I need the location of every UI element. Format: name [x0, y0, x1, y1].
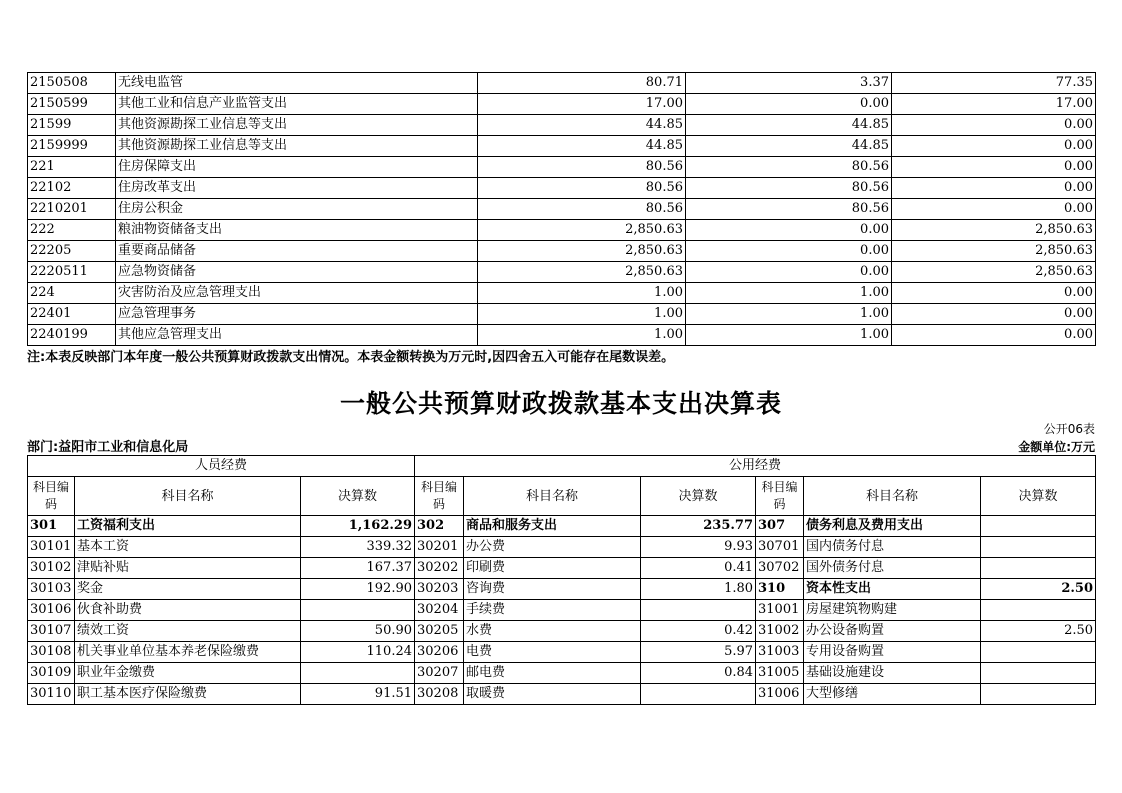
row-code: 221	[28, 157, 116, 178]
row-total: 44.85	[478, 115, 686, 136]
table-row	[28, 621, 1096, 642]
item-name: 资本性支出	[804, 579, 981, 600]
row-basic: 44.85	[686, 136, 892, 157]
row-total: 80.56	[478, 199, 686, 220]
item-code: 301	[28, 516, 75, 537]
row-name: 其他资源勘探工业信息等支出	[116, 115, 478, 136]
row-total: 1.00	[478, 325, 686, 346]
page-title: 一般公共预算财政拨款基本支出决算表	[339, 389, 782, 418]
row-basic: 3.37	[686, 73, 892, 94]
row-total: 80.56	[478, 178, 686, 199]
item-name: 机关事业单位基本养老保险缴费	[75, 642, 301, 663]
row-name: 灾害防治及应急管理支出	[116, 283, 478, 304]
item-amount: 1.80	[641, 579, 756, 600]
item-code: 302	[415, 516, 464, 537]
item-code: 31001	[756, 600, 804, 621]
group-header-row	[28, 456, 1096, 477]
table-row	[28, 642, 1096, 663]
item-code: 30205	[415, 621, 464, 642]
item-code: 30108	[28, 642, 75, 663]
department-label: 部门:益阳市工业和信息化局	[27, 440, 189, 455]
item-amount	[301, 600, 415, 621]
table-row	[28, 220, 1096, 241]
item-code: 30107	[28, 621, 75, 642]
row-project: 0.00	[892, 157, 1096, 178]
row-code: 21599	[28, 115, 116, 136]
row-basic: 80.56	[686, 157, 892, 178]
row-name: 其他资源勘探工业信息等支出	[116, 136, 478, 157]
header-code: 科目编码	[415, 477, 464, 516]
item-amount	[981, 684, 1096, 705]
row-basic: 0.00	[686, 94, 892, 115]
item-name: 办公费	[464, 537, 641, 558]
item-code: 31006	[756, 684, 804, 705]
item-amount	[981, 642, 1096, 663]
row-name: 其他工业和信息产业监管支出	[116, 94, 478, 115]
item-code: 31005	[756, 663, 804, 684]
header-name: 科目名称	[464, 477, 641, 516]
item-name: 职业年金缴费	[75, 663, 301, 684]
table-row	[28, 579, 1096, 600]
header-code: 科目编码	[756, 477, 804, 516]
column-header-row	[28, 477, 1096, 516]
header-name: 科目名称	[804, 477, 981, 516]
row-code: 2220511	[28, 262, 116, 283]
header-amount: 决算数	[641, 477, 756, 516]
item-name: 房屋建筑物购建	[804, 600, 981, 621]
item-amount: 235.77	[641, 516, 756, 537]
row-project: 77.35	[892, 73, 1096, 94]
row-project: 0.00	[892, 283, 1096, 304]
row-code: 2210201	[28, 199, 116, 220]
item-amount	[981, 600, 1096, 621]
table-row	[28, 136, 1096, 157]
header-code: 科目编码	[28, 477, 75, 516]
item-code: 310	[756, 579, 804, 600]
row-basic: 44.85	[686, 115, 892, 136]
row-project: 2,850.63	[892, 220, 1096, 241]
row-code: 2150599	[28, 94, 116, 115]
item-amount: 50.90	[301, 621, 415, 642]
item-code: 30201	[415, 537, 464, 558]
table-row	[28, 115, 1096, 136]
table-row	[28, 537, 1096, 558]
item-code: 30701	[756, 537, 804, 558]
row-code: 22102	[28, 178, 116, 199]
item-code: 30110	[28, 684, 75, 705]
group-public-header: 公用经费	[415, 456, 1096, 477]
item-code: 30106	[28, 600, 75, 621]
table-row	[28, 684, 1096, 705]
item-code: 30207	[415, 663, 464, 684]
row-project: 0.00	[892, 304, 1096, 325]
row-project: 0.00	[892, 325, 1096, 346]
row-name: 住房保障支出	[116, 157, 478, 178]
item-name: 基本工资	[75, 537, 301, 558]
item-name: 奖金	[75, 579, 301, 600]
item-name: 职工基本医疗保险缴费	[75, 684, 301, 705]
row-total: 2,850.63	[478, 220, 686, 241]
item-code: 30103	[28, 579, 75, 600]
basic-expenditure-table-body	[28, 456, 1096, 705]
item-amount	[981, 558, 1096, 579]
row-total: 2,850.63	[478, 241, 686, 262]
item-name: 取暖费	[464, 684, 641, 705]
row-total: 44.85	[478, 136, 686, 157]
item-name: 绩效工资	[75, 621, 301, 642]
item-name: 咨询费	[464, 579, 641, 600]
table-row	[28, 325, 1096, 346]
row-basic: 0.00	[686, 262, 892, 283]
item-name: 工资福利支出	[75, 516, 301, 537]
item-code: 30101	[28, 537, 75, 558]
item-amount: 2.50	[981, 579, 1096, 600]
item-name: 印刷费	[464, 558, 641, 579]
item-code: 30208	[415, 684, 464, 705]
row-project: 2,850.63	[892, 241, 1096, 262]
row-project: 0.00	[892, 115, 1096, 136]
row-basic: 1.00	[686, 304, 892, 325]
item-amount: 0.41	[641, 558, 756, 579]
item-name: 水费	[464, 621, 641, 642]
expenditure-table-body	[28, 73, 1096, 346]
item-amount	[641, 600, 756, 621]
row-project: 2,850.63	[892, 262, 1096, 283]
basic-expenditure-table	[27, 455, 1096, 705]
header-amount: 决算数	[301, 477, 415, 516]
item-name: 电费	[464, 642, 641, 663]
item-name: 大型修缮	[804, 684, 981, 705]
item-amount	[981, 516, 1096, 537]
row-total: 80.71	[478, 73, 686, 94]
item-code: 31003	[756, 642, 804, 663]
row-name: 应急管理事务	[116, 304, 478, 325]
row-name: 粮油物资储备支出	[116, 220, 478, 241]
group-personnel-header: 人员经费	[28, 456, 415, 477]
table-row	[28, 516, 1096, 537]
item-name: 国外债务付息	[804, 558, 981, 579]
item-name: 津贴补贴	[75, 558, 301, 579]
item-amount: 9.93	[641, 537, 756, 558]
table-row	[28, 157, 1096, 178]
table-row	[28, 73, 1096, 94]
table-row	[28, 283, 1096, 304]
item-amount: 91.51	[301, 684, 415, 705]
row-name: 住房公积金	[116, 199, 478, 220]
table-row	[28, 558, 1096, 579]
row-total: 1.00	[478, 283, 686, 304]
row-name: 其他应急管理支出	[116, 325, 478, 346]
item-name: 伙食补助费	[75, 600, 301, 621]
row-name: 应急物资储备	[116, 262, 478, 283]
item-name: 基础设施建设	[804, 663, 981, 684]
item-amount: 339.32	[301, 537, 415, 558]
item-code: 307	[756, 516, 804, 537]
table-row	[28, 178, 1096, 199]
row-basic: 0.00	[686, 241, 892, 262]
item-amount	[981, 537, 1096, 558]
item-code: 30109	[28, 663, 75, 684]
row-code: 22205	[28, 241, 116, 262]
item-name: 债务利息及费用支出	[804, 516, 981, 537]
item-code: 30202	[415, 558, 464, 579]
item-code: 31002	[756, 621, 804, 642]
expenditure-table-continued	[27, 72, 1096, 346]
row-code: 22401	[28, 304, 116, 325]
item-amount: 1,162.29	[301, 516, 415, 537]
row-code: 2159999	[28, 136, 116, 157]
table-note: 注:本表反映部门本年度一般公共预算财政拨款支出情况。本表金额转换为万元时,因四舍五入可能存在尾数误差。	[27, 350, 675, 365]
row-code: 2240199	[28, 325, 116, 346]
table-row	[28, 241, 1096, 262]
item-name: 办公设备购置	[804, 621, 981, 642]
item-name: 手续费	[464, 600, 641, 621]
row-basic: 80.56	[686, 178, 892, 199]
row-code: 222	[28, 220, 116, 241]
row-basic: 1.00	[686, 283, 892, 304]
item-name: 国内债务付息	[804, 537, 981, 558]
row-name: 住房改革支出	[116, 178, 478, 199]
table-row	[28, 94, 1096, 115]
row-total: 80.56	[478, 157, 686, 178]
header-name: 科目名称	[75, 477, 301, 516]
item-amount: 5.97	[641, 642, 756, 663]
row-name: 重要商品储备	[116, 241, 478, 262]
item-amount: 167.37	[301, 558, 415, 579]
form-number: 公开06表	[1043, 422, 1095, 436]
table-row	[28, 199, 1096, 220]
item-amount: 110.24	[301, 642, 415, 663]
item-amount	[981, 663, 1096, 684]
row-project: 17.00	[892, 94, 1096, 115]
row-project: 0.00	[892, 199, 1096, 220]
row-code: 2150508	[28, 73, 116, 94]
row-total: 2,850.63	[478, 262, 686, 283]
table-row	[28, 262, 1096, 283]
table-row	[28, 600, 1096, 621]
item-name: 邮电费	[464, 663, 641, 684]
item-amount	[301, 663, 415, 684]
table-row	[28, 304, 1096, 325]
item-amount	[641, 684, 756, 705]
item-code: 30203	[415, 579, 464, 600]
row-project: 0.00	[892, 136, 1096, 157]
row-basic: 0.00	[686, 220, 892, 241]
row-total: 17.00	[478, 94, 686, 115]
row-total: 1.00	[478, 304, 686, 325]
item-amount: 192.90	[301, 579, 415, 600]
table-row	[28, 663, 1096, 684]
row-basic: 80.56	[686, 199, 892, 220]
row-name: 无线电监管	[116, 73, 478, 94]
item-amount: 0.42	[641, 621, 756, 642]
item-code: 30206	[415, 642, 464, 663]
amount-unit-label: 金额单位:万元	[1018, 440, 1095, 454]
item-name: 商品和服务支出	[464, 516, 641, 537]
item-code: 30702	[756, 558, 804, 579]
item-code: 30204	[415, 600, 464, 621]
item-code: 30102	[28, 558, 75, 579]
row-code: 224	[28, 283, 116, 304]
item-amount: 2.50	[981, 621, 1096, 642]
row-basic: 1.00	[686, 325, 892, 346]
row-project: 0.00	[892, 178, 1096, 199]
item-name: 专用设备购置	[804, 642, 981, 663]
item-amount: 0.84	[641, 663, 756, 684]
header-amount: 决算数	[981, 477, 1096, 516]
